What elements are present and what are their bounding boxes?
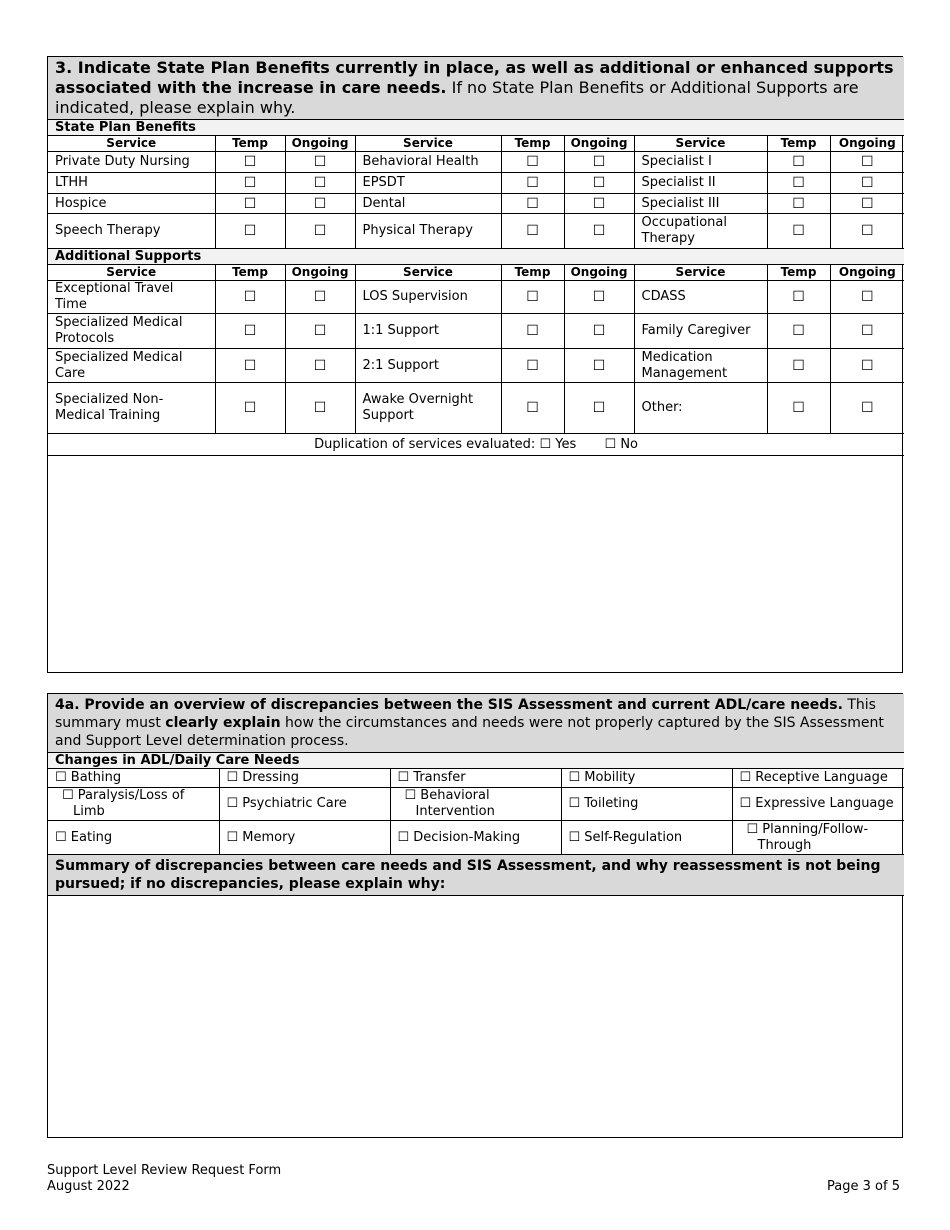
service-name: 1:1 Support [355,314,501,349]
specialist-i-ongoing-checkbox[interactable]: ☐ [830,152,904,173]
service-name: Private Duty Nursing [48,152,215,173]
adl-item [219,821,390,855]
dental-temp-checkbox[interactable]: ☐ [501,194,564,214]
adl-item-label: Decision-Making [413,829,521,845]
physical-therapy-temp-checkbox[interactable]: ☐ [501,214,564,249]
service-name: CDASS [634,281,767,314]
footer-page-number: Page 3 of 5 [827,1179,900,1194]
service-name: Other: [634,383,767,434]
adl-item-label: Receptive Language [755,770,888,785]
section-3 [47,56,903,673]
additional-supports-label: Additional Supports [48,249,904,265]
cdass-temp-checkbox[interactable]: ☐ [767,281,830,314]
state-plan-column-headers: Service Temp Ongoing Service Temp Ongoing Service Temp Ongoing [48,136,904,152]
specialized-non-medical-training-temp-checkbox[interactable]: ☐ [215,383,285,434]
planning-follow-through-checkbox[interactable]: ☐ [746,821,759,837]
adl-item-label: Planning/Follow-Through [757,821,869,853]
receptive-language-checkbox[interactable]: ☐ [739,770,752,785]
service-name: Dental [355,194,501,214]
exceptional-travel-time-ongoing-checkbox[interactable]: ☐ [285,281,355,314]
duplication-no-label: No [620,437,639,452]
adl-item [48,769,219,788]
adl-item [390,821,561,855]
service-name: Family Caregiver [634,314,767,349]
adl-row [48,769,904,788]
service-row [48,349,904,383]
section-3-heading: 3. Indicate State Plan Benefits currently in place, as well as additional or enhanced supports associated with the increase in care needs. If no State Plan Benefits or Additional Supports are indicated, please explain why. [48,57,904,120]
service-name: 2:1 Support [355,349,501,383]
adl-row [48,821,904,855]
section-4a-heading: 4a. Provide an overview of discrepancies between the SIS Assessment and current ADL/care needs. This summary must clearly explain how the circumstances and needs were not properly captured by the SIS Assessment and Support Level determination process. [48,694,904,753]
eating-checkbox[interactable]: ☐ [55,829,67,845]
los-supervision-ongoing-checkbox[interactable]: ☐ [564,281,634,314]
section-4a [47,693,903,1138]
service-row [48,214,904,249]
hospice-temp-checkbox[interactable]: ☐ [215,194,285,214]
adl-row [48,788,904,821]
dressing-checkbox[interactable]: ☐ [226,770,239,785]
awake-overnight-support-ongoing-checkbox[interactable]: ☐ [564,383,634,434]
service-name: Physical Therapy [355,214,501,249]
family-caregiver-temp-checkbox[interactable]: ☐ [767,314,830,349]
footer-form-name: Support Level Review Request Form [47,1163,282,1178]
adl-item-label: Psychiatric Care [242,796,347,811]
adl-item [390,788,561,821]
private-duty-nursing-temp-checkbox[interactable]: ☐ [215,152,285,173]
service-name: Specialist II [634,173,767,194]
memory-checkbox[interactable]: ☐ [226,829,239,845]
toileting-checkbox[interactable]: ☐ [568,796,581,811]
specialized-medical-protocols-ongoing-checkbox[interactable]: ☐ [285,314,355,349]
service-name: LOS Supervision [355,281,501,314]
adl-item-label: Behavioral Intervention [415,788,495,819]
service-row [48,173,904,194]
adl-item-label: Bathing [70,770,122,785]
transfer-checkbox[interactable]: ☐ [397,770,410,785]
specialized-medical-care-temp-checkbox[interactable]: ☐ [215,349,285,383]
private-duty-nursing-ongoing-checkbox[interactable]: ☐ [285,152,355,173]
other-temp-checkbox[interactable]: ☐ [767,383,830,434]
adl-item [219,769,390,788]
adl-item-label: Eating [70,829,113,845]
footer-date: August 2022 [47,1179,130,1194]
decision-making-checkbox[interactable]: ☐ [397,829,410,845]
specialist-iii-ongoing-checkbox[interactable]: ☐ [830,194,904,214]
duplication-yes-checkbox[interactable]: ☐ [539,437,552,452]
occupational-therapy-ongoing-checkbox[interactable]: ☐ [830,214,904,249]
duplication-label: Duplication of services evaluated: [314,437,536,452]
adl-item [732,788,904,821]
occupational-therapy-temp-checkbox[interactable]: ☐ [767,214,830,249]
2-1-support-ongoing-checkbox[interactable]: ☐ [564,349,634,383]
specialist-iii-temp-checkbox[interactable]: ☐ [767,194,830,214]
mobility-checkbox[interactable]: ☐ [568,770,581,785]
behavioral-intervention-checkbox[interactable]: ☐ [404,788,417,803]
service-name: LTHH [48,173,215,194]
dental-ongoing-checkbox[interactable]: ☐ [564,194,634,214]
1-1-support-temp-checkbox[interactable]: ☐ [501,314,564,349]
cdass-ongoing-checkbox[interactable]: ☐ [830,281,904,314]
service-name: Specialized Medical Care [48,349,215,383]
adl-item [48,788,219,821]
1-1-support-ongoing-checkbox[interactable]: ☐ [564,314,634,349]
service-name: Occupational Therapy [634,214,767,249]
adl-table [48,694,904,1152]
specialized-medical-care-ongoing-checkbox[interactable]: ☐ [285,349,355,383]
epsdt-temp-checkbox[interactable]: ☐ [501,173,564,194]
hospice-ongoing-checkbox[interactable]: ☐ [285,194,355,214]
state-plan-table [48,57,904,681]
medication-management-ongoing-checkbox[interactable]: ☐ [830,349,904,383]
behavioral-health-ongoing-checkbox[interactable]: ☐ [564,152,634,173]
summary-label: Summary of discrepancies between care needs and SIS Assessment, and why reassessment is not being pursued; if no discrepancies, please explain why: [48,855,904,896]
specialist-ii-temp-checkbox[interactable]: ☐ [767,173,830,194]
lthh-temp-checkbox[interactable]: ☐ [215,173,285,194]
summary-text-field[interactable] [48,896,904,1153]
section-3-explanation-field[interactable] [48,456,904,682]
behavioral-health-temp-checkbox[interactable]: ☐ [501,152,564,173]
service-name: Exceptional Travel Time [48,281,215,314]
adl-item [732,769,904,788]
adl-item-label: Paralysis/Loss of Limb [73,788,185,819]
2-1-support-temp-checkbox[interactable]: ☐ [501,349,564,383]
adl-item [561,788,732,821]
service-name: Awake Overnight Support [355,383,501,434]
state-plan-benefits-label: State Plan Benefits [48,120,904,136]
additional-column-headers: Service Temp Ongoing Service Temp Ongoing Service Temp Ongoing [48,265,904,281]
physical-therapy-ongoing-checkbox[interactable]: ☐ [564,214,634,249]
psychiatric-care-checkbox[interactable]: ☐ [226,796,239,811]
duplication-no-checkbox[interactable]: ☐ [604,437,617,452]
service-row [48,281,904,314]
expressive-language-checkbox[interactable]: ☐ [739,796,752,811]
adl-item-label: Transfer [413,770,466,785]
speech-therapy-temp-checkbox[interactable]: ☐ [215,214,285,249]
service-name: Hospice [48,194,215,214]
duplication-yes-label: Yes [555,437,577,452]
paralysis-loss-of-limb-checkbox[interactable]: ☐ [62,788,74,803]
awake-overnight-support-temp-checkbox[interactable]: ☐ [501,383,564,434]
service-name: Medication Management [634,349,767,383]
exceptional-travel-time-temp-checkbox[interactable]: ☐ [215,281,285,314]
specialist-i-temp-checkbox[interactable]: ☐ [767,152,830,173]
adl-item-label: Expressive Language [755,796,894,811]
specialized-non-medical-training-ongoing-checkbox[interactable]: ☐ [285,383,355,434]
epsdt-ongoing-checkbox[interactable]: ☐ [564,173,634,194]
service-name: Specialist I [634,152,767,173]
adl-item [561,769,732,788]
adl-item-label: Mobility [584,770,636,785]
service-name: Specialized Non-Medical Training [48,383,215,434]
adl-item-label: Memory [242,829,296,845]
adl-item-label: Dressing [242,770,300,785]
other-ongoing-checkbox[interactable]: ☐ [830,383,904,434]
service-row [48,152,904,173]
service-row [48,314,904,349]
bathing-checkbox[interactable]: ☐ [55,770,67,785]
service-row [48,383,904,434]
speech-therapy-ongoing-checkbox[interactable]: ☐ [285,214,355,249]
adl-item-label: Toileting [584,796,639,811]
specialized-medical-protocols-temp-checkbox[interactable]: ☐ [215,314,285,349]
los-supervision-temp-checkbox[interactable]: ☐ [501,281,564,314]
service-name: Specialist III [634,194,767,214]
service-name: EPSDT [355,173,501,194]
service-name: Speech Therapy [48,214,215,249]
adl-item [732,821,904,855]
self-regulation-checkbox[interactable]: ☐ [568,829,581,845]
adl-item-label: Self-Regulation [584,829,683,845]
medication-management-temp-checkbox[interactable]: ☐ [767,349,830,383]
adl-changes-label: Changes in ADL/Daily Care Needs [48,753,904,769]
adl-item [561,821,732,855]
lthh-ongoing-checkbox[interactable]: ☐ [285,173,355,194]
specialist-ii-ongoing-checkbox[interactable]: ☐ [830,173,904,194]
adl-item [219,788,390,821]
service-name: Specialized Medical Protocols [48,314,215,349]
service-name: Behavioral Health [355,152,501,173]
duplication-row [48,434,904,456]
service-row [48,194,904,214]
family-caregiver-ongoing-checkbox[interactable]: ☐ [830,314,904,349]
footer-left [47,1163,281,1195]
adl-item [48,821,219,855]
adl-item [390,769,561,788]
